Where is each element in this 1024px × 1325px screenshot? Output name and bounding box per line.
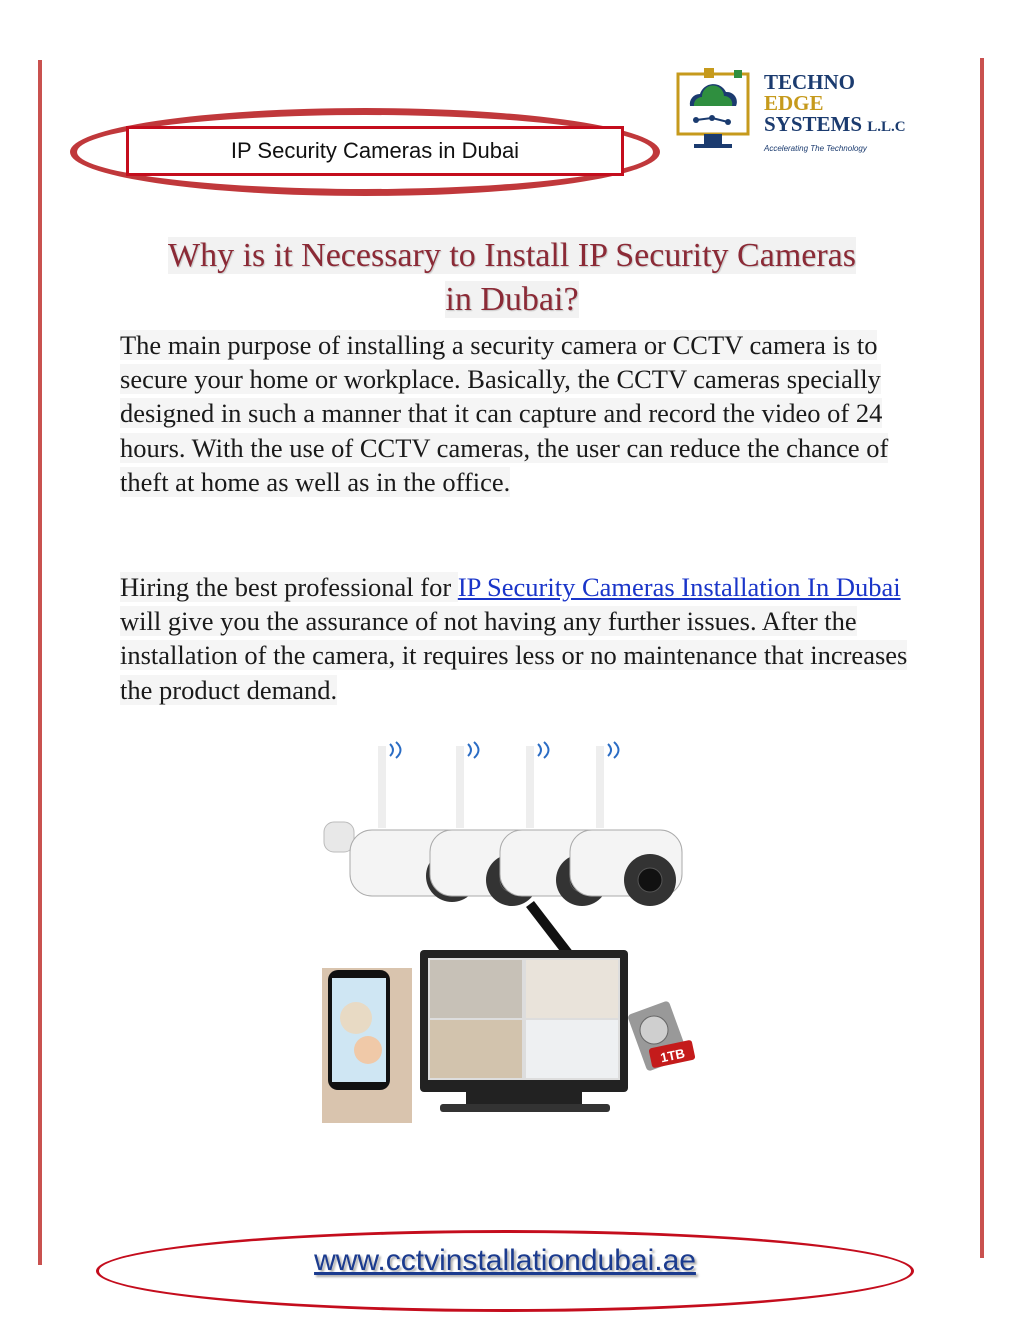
banner-box	[126, 126, 624, 176]
paragraph-hiring	[120, 570, 910, 707]
logo-systems: SYSTEMS	[764, 112, 863, 136]
paragraph-hiring-rest: will give you the assurance of not having any further issues. After the installation of the camera, it requires less or no maintenance that increases the product demand.	[120, 606, 908, 705]
title-line-1: Why is it Necessary to Install IP Security Cameras	[167, 237, 857, 274]
paragraph-hiring-lead: Hiring the best professional for	[120, 572, 458, 602]
product-image	[320, 738, 720, 1123]
logo-line-1: TECHNO	[764, 70, 856, 94]
logo-line-2: EDGE	[764, 91, 824, 115]
logo-line-3	[764, 114, 906, 138]
paragraph-intro	[120, 328, 910, 499]
monitor-group	[420, 950, 628, 1112]
right-border-line	[980, 58, 984, 1258]
hard-drive-icon	[627, 1000, 696, 1071]
phone-group	[322, 968, 412, 1123]
website-link[interactable]: www.cctvinstallationdubai.ae	[314, 1244, 696, 1277]
camera-4	[570, 742, 682, 906]
installation-link[interactable]: IP Security Cameras Installation In Dubai	[457, 572, 901, 602]
logo-cloud-icon	[676, 68, 762, 158]
banner-label: IP Security Cameras in Dubai	[230, 138, 520, 163]
left-border-line	[38, 60, 42, 1265]
logo-suffix: L.L.C	[867, 119, 906, 135]
logo-wordmark	[764, 72, 906, 138]
paragraph-intro-text: The main purpose of installing a security camera or CCTV camera is to secure your home or workplace. Basically, the CCTV cameras specially designed in such a manner that it can capture and record the video of 24 hours. With the use of CCTV cameras, the user can reduce the chance of theft at home as well as in the office.	[120, 330, 889, 497]
logo-tagline: Accelerating The Technology	[764, 144, 867, 153]
company-logo	[676, 68, 906, 158]
camera-group	[324, 742, 682, 906]
drive-label: 1TB	[659, 1045, 687, 1066]
title-line-2: in Dubai?	[445, 281, 579, 318]
page-title	[120, 234, 904, 322]
